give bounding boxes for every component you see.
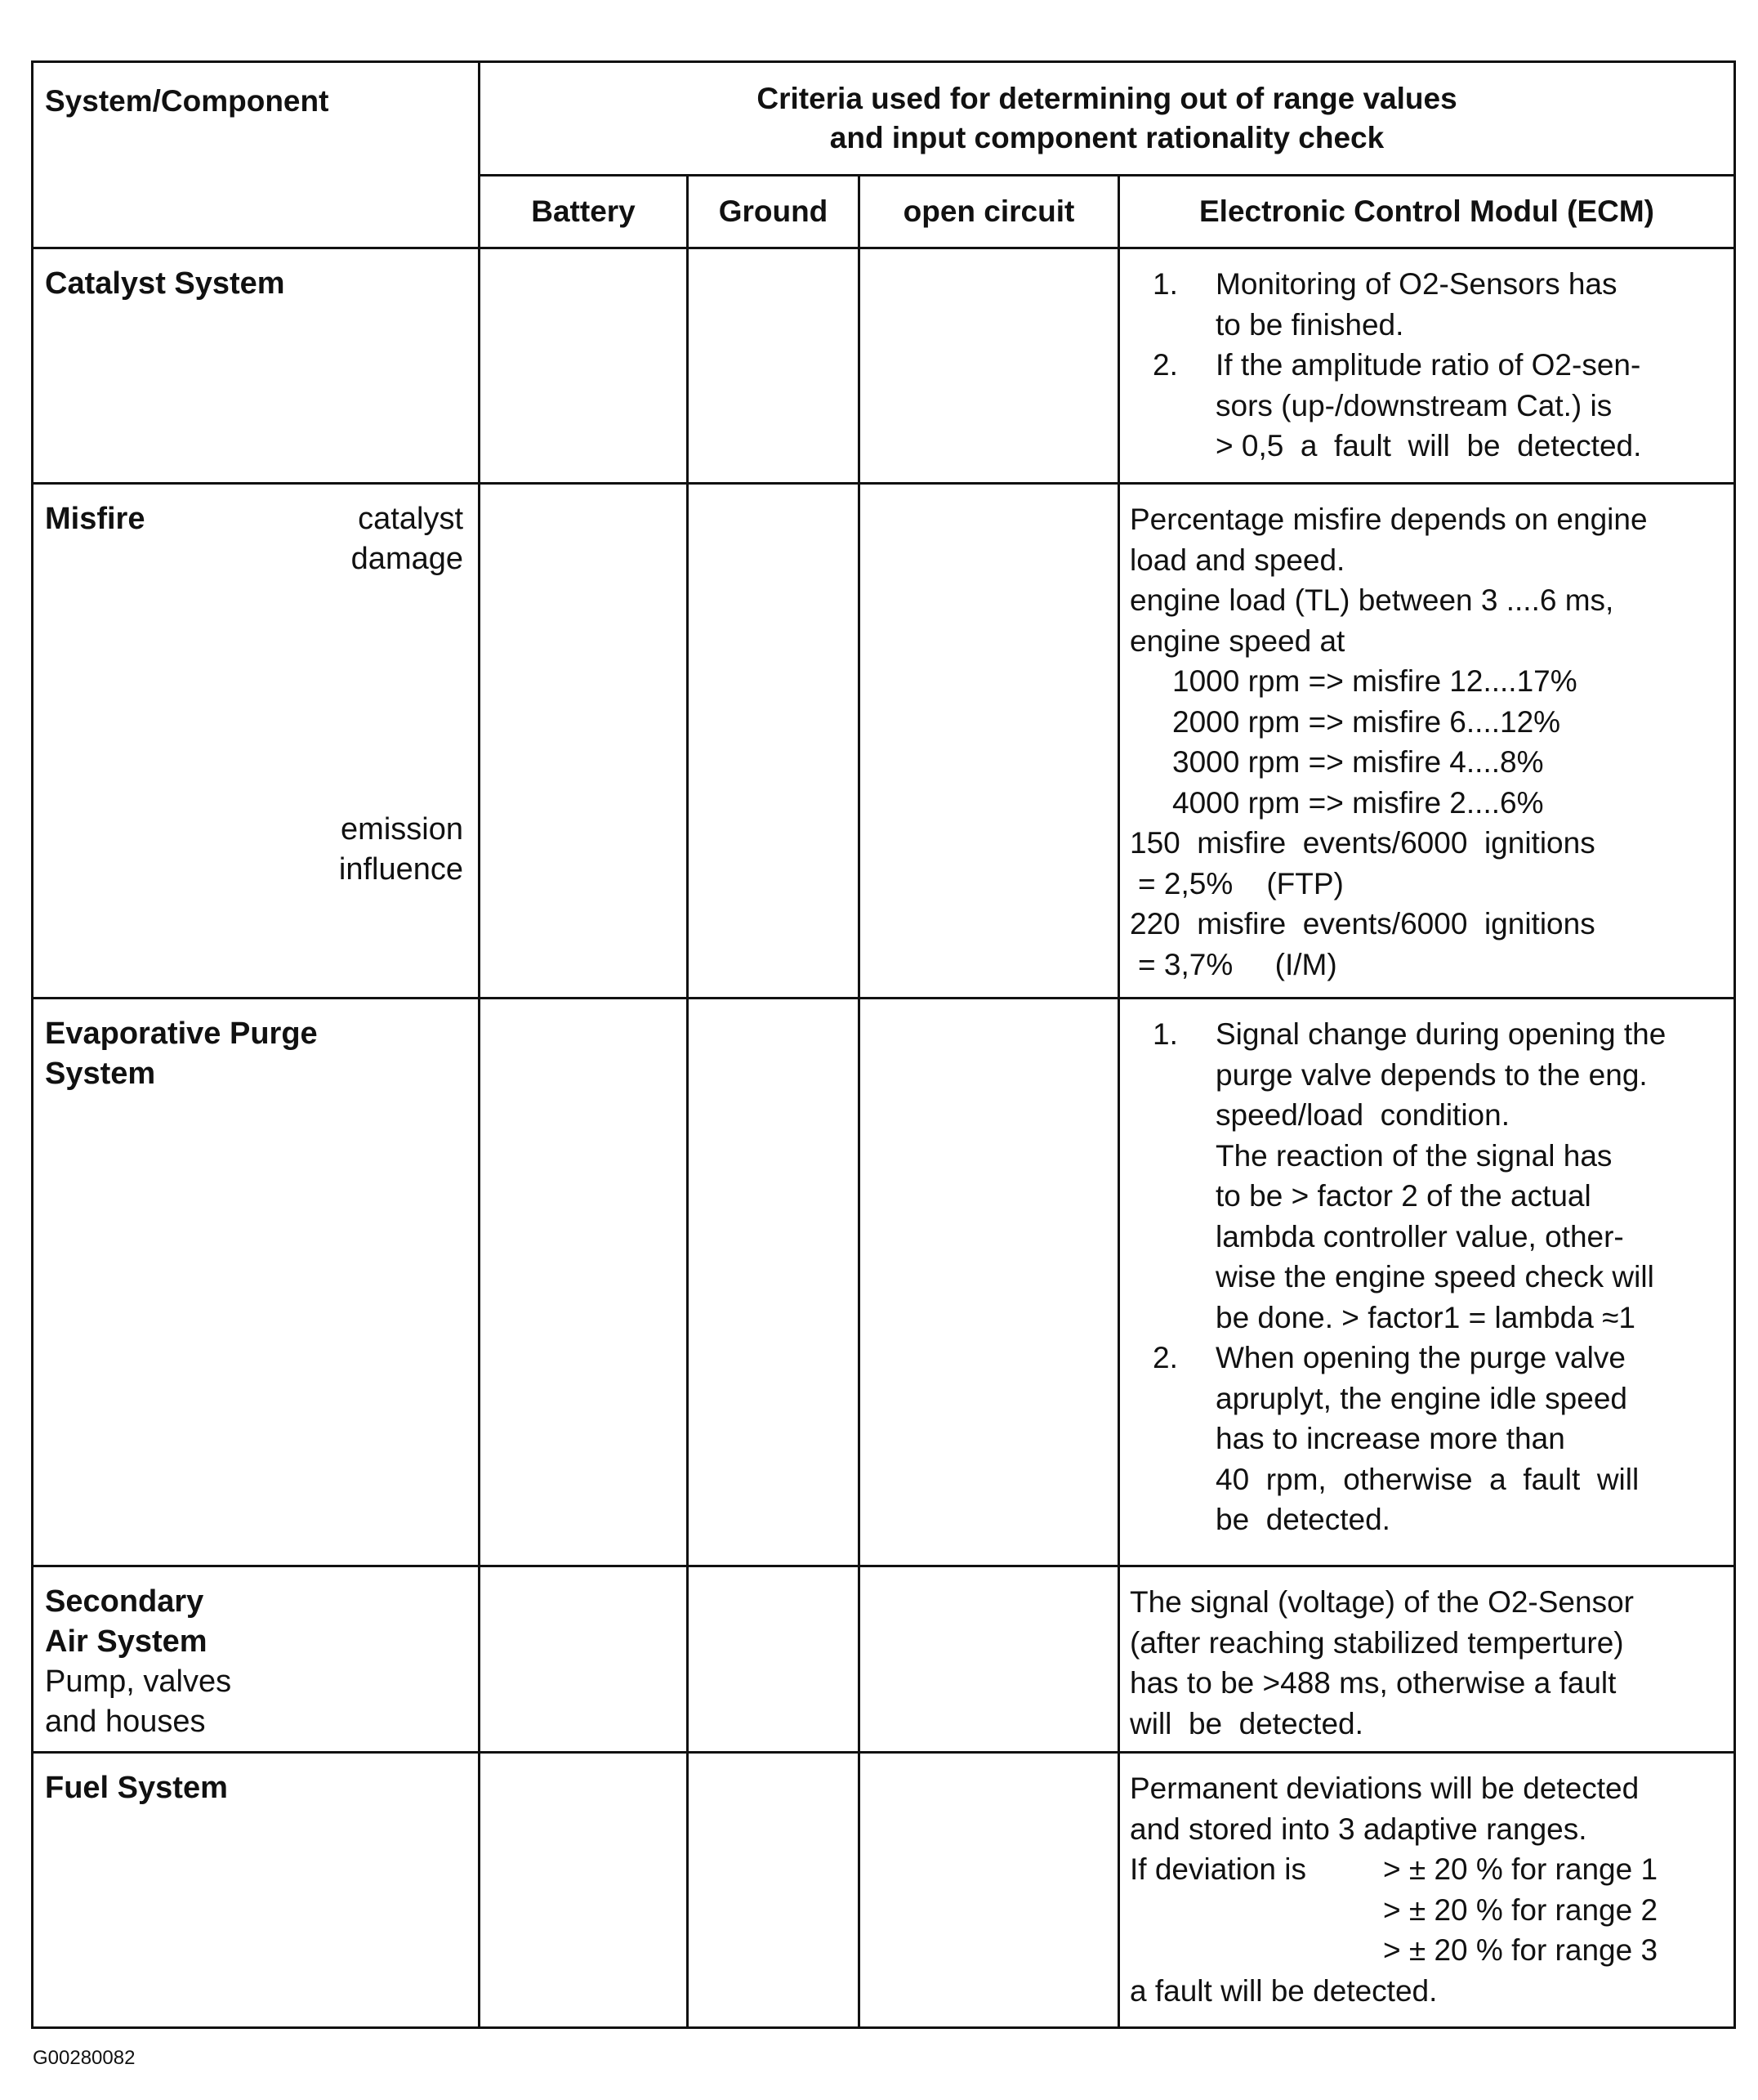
table-row [33, 1753, 1735, 2028]
fuel-range-2: > ± 20 % for range 2 [1383, 1892, 1658, 1927]
cell-battery [480, 248, 688, 484]
header-system-component [33, 62, 480, 248]
row-evap-system [33, 999, 480, 1566]
cell-battery [480, 1753, 688, 2028]
list-item [1130, 1014, 1729, 1338]
cell-battery [480, 999, 688, 1566]
misfire-system-label: Misfire [45, 502, 145, 536]
fuel-system-label: Fuel System [45, 1771, 228, 1805]
catalyst-system-label: Catalyst System [45, 266, 285, 301]
item-number: 2. [1153, 1341, 1178, 1374]
row-catalyst-system [33, 248, 480, 484]
cell-open-circuit [859, 484, 1119, 999]
fuel-range-3: > ± 20 % for range 3 [1383, 1933, 1658, 1967]
item-text: Monitoring of O2-Sensors has to be finished. [1216, 267, 1617, 342]
row-fuel-ecm [1119, 1753, 1735, 2028]
fuel-deviation-label: If deviation is [1130, 1852, 1306, 1886]
secondary-system-label-1: Secondary [45, 1584, 204, 1619]
row-misfire-system [33, 484, 480, 999]
item-number: 1. [1153, 267, 1178, 301]
row-catalyst-ecm [1119, 248, 1735, 484]
item-number: 2. [1153, 348, 1178, 382]
cell-ground [688, 999, 859, 1566]
cell-ground [688, 1753, 859, 2028]
cell-ground [688, 484, 859, 999]
fuel-range-1: > ± 20 % for range 1 [1383, 1852, 1658, 1886]
fuel-description: Permanent deviations will be detected and stored into 3 adaptive ranges. [1130, 1772, 1640, 1846]
table-row [33, 1566, 1735, 1753]
item-text: If the amplitude ratio of O2-sen- sors (up-/downstream Cat.) is > 0,5 a fault will be detected. [1216, 348, 1642, 462]
table-row [33, 999, 1735, 1566]
list-item [1130, 345, 1729, 467]
cell-open-circuit [859, 1566, 1119, 1753]
row-misfire-ecm [1119, 484, 1735, 999]
header-system-component-label: System/Component [45, 84, 329, 118]
row-evap-ecm [1119, 999, 1735, 1566]
secondary-system-label-2: Air System [45, 1624, 207, 1659]
misfire-events-im: 220 misfire events/6000 ignitions [1130, 907, 1595, 941]
table-row [33, 484, 1735, 999]
misfire-sub-emission-influence: emission influence [338, 812, 463, 887]
fuel-deviation-row [1130, 1849, 1729, 1890]
misfire-events-ftp: 150 misfire events/6000 ignitions [1130, 826, 1595, 860]
cell-ground [688, 1566, 859, 1753]
cell-ground [688, 248, 859, 484]
evap-system-label-2: System [45, 1057, 156, 1091]
row-secondary-system [33, 1566, 480, 1753]
misfire-rpm-3000: 3000 rpm => misfire 4....8% [1172, 745, 1544, 779]
secondary-system-label-4: and houses [45, 1705, 206, 1739]
item-number: 1. [1153, 1017, 1178, 1051]
header-criteria [480, 62, 1735, 176]
header-criteria-line1: Criteria used for determining out of range values [756, 82, 1457, 115]
cell-open-circuit [859, 1753, 1119, 2028]
table-row [33, 248, 1735, 484]
figure-code: G00280082 [33, 2047, 136, 2069]
cell-battery [480, 484, 688, 999]
fuel-conclusion: a fault will be detected. [1130, 1973, 1438, 2008]
misfire-rpm-1000: 1000 rpm => misfire 12....17% [1172, 664, 1577, 698]
cell-battery [480, 1566, 688, 1753]
list-item [1130, 264, 1729, 345]
secondary-description: The signal (voltage) of the O2-Sensor (after reaching stabilized temperture) has to be >488 ms, otherwise a fault will be detected. [1130, 1585, 1634, 1740]
row-fuel-system [33, 1753, 480, 2028]
evap-system-label-1: Evaporative Purge [45, 1016, 318, 1051]
item-text: Signal change during opening the purge valve depends to the eng. speed/load condition. The reaction of the signal has to be > factor 2 of the actual lambda controller value, other- wise the engine speed check will be done. > factor1 = lambda ≈1 [1216, 1017, 1667, 1334]
criteria-table [31, 60, 1736, 2029]
header-battery: Battery [480, 176, 688, 248]
list-item [1130, 1338, 1729, 1540]
cell-open-circuit [859, 999, 1119, 1566]
header-ground: Ground [688, 176, 859, 248]
misfire-im-value: = 3,7% (I/M) [1138, 947, 1337, 981]
item-text: When opening the purge valve apruplyt, the engine idle speed has to increase more than 40 rpm, otherwise a fault will be detected. [1216, 1341, 1640, 1536]
misfire-rpm-2000: 2000 rpm => misfire 6....12% [1172, 704, 1561, 739]
header-criteria-line2: and input component rationality check [829, 121, 1385, 154]
header-open-circuit: open circuit [859, 176, 1119, 248]
misfire-rpm-4000: 4000 rpm => misfire 2....6% [1172, 785, 1544, 820]
misfire-sub-catalyst-damage: catalyst damage [350, 502, 463, 576]
cell-open-circuit [859, 248, 1119, 484]
misfire-ftp-value: = 2,5% (FTP) [1138, 866, 1344, 900]
secondary-system-label-3: Pump, valves [45, 1664, 232, 1699]
header-ecm: Electronic Control Modul (ECM) [1119, 176, 1735, 248]
row-secondary-ecm [1119, 1566, 1735, 1753]
misfire-description: Percentage misfire depends on engine load and speed. engine load (TL) between 3 ....6 ms, engine speed at [1130, 503, 1648, 658]
